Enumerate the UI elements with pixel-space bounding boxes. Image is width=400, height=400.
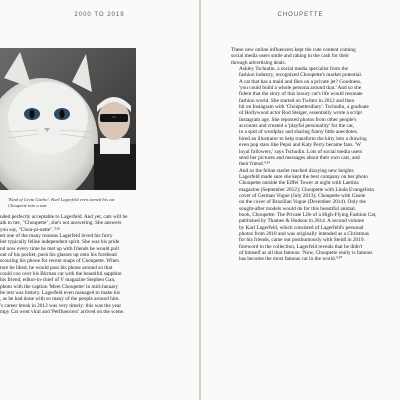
text-line: photos from 2018 and was originally intended as a Christmas — [239, 230, 369, 237]
text-line: mpy Cat went viral and 'Petfluencers' arrived on the scene. — [0, 309, 125, 316]
text-line: send her pictures and messages about their own cats, and — [239, 154, 360, 161]
text-line: he rest was history. Lagerfeld even managed to make his — [0, 290, 120, 297]
text-line: loyal followers,' says Tschudin. Lots of social media users — [239, 148, 363, 155]
text-line: magazine (September 2012); Choupette with Linda Evangelista — [239, 186, 374, 193]
text-line: Choupette outside the Eiffel Tower at night with Laetitia — [239, 180, 359, 187]
text-line: fashion world. She started on Twitter in 2012 and then — [239, 97, 355, 104]
text-line: hired an illustrator to help transform the kitty into a drawing — [239, 135, 367, 142]
running-head-right: CHOUPETTE — [277, 12, 324, 18]
left-body-text — [0, 214, 188, 316]
text-line: in a spot of wordplay and sharing funny little anecdotes. — [239, 129, 359, 136]
text-line: accounts and created a 'playful personality' for the cat, — [239, 123, 355, 130]
text-line: on the cover of Brazilian Vogue (December 2014). Only the — [239, 199, 366, 206]
paragraph — [231, 47, 400, 66]
text-line: fident that the story of this luxury cat's life would resonate — [239, 91, 363, 98]
text-line: alk to her, "Choupette", she's not answering. She answers — [0, 220, 122, 227]
text-line: Instagram age. She reposted photos from other people's — [239, 116, 357, 123]
text-line: fashion industry, recognized Choupette's market potential. — [239, 72, 363, 79]
text-line: social media users smile and raking in the cash for their — [231, 53, 349, 60]
text-line: of Hollywood actor Rod Steiger, essentially wrote a script — [239, 110, 362, 117]
text-line: his friend, editor-in-chief of V magazine Stephen Gan, — [0, 277, 116, 284]
text-line: by Karl Lagerfeld, which consisted of Lagerfeld's personal — [239, 224, 364, 231]
text-line: could coo over his Birman cat with the beautiful sapphire — [0, 271, 122, 278]
text-line: even pop stars like Pepsi and Katy Perry became fans. 'W — [239, 142, 362, 149]
paragraph — [231, 66, 400, 168]
text-line: book, Choupette: The Private Life of a High-Flying Fashion Cat, — [239, 211, 377, 218]
text-line: And so the feline starlet reached dizzying new heights — [239, 167, 354, 174]
left-body-paragraph — [0, 214, 188, 316]
photo-cat-and-man — [0, 48, 136, 190]
text-line: 's career break in 2012 was very timely: this was the year — [0, 302, 122, 309]
text-line: ett one of the many reasons Lagerfeld loved his furry — [0, 233, 113, 240]
text-line: ture he liked, he would pass his phone around so that — [0, 264, 113, 271]
text-line: cover of German Vogue (July 2013); Choupette with Gisele — [239, 192, 366, 199]
text-line: for his friends, came out posthumously with Steidl in 2019. — [239, 237, 365, 244]
text-line: photo with the caption 'Meet Choupette' in mid-January — [0, 283, 118, 290]
text-line: their friend.'¹²⁹ — [239, 161, 270, 168]
text-line: through advertising deals. — [231, 59, 286, 66]
text-line: of himself as all that famous: 'Now, Choupette really is famous — [239, 250, 373, 256]
text-line: 'you could build a whole persona around that.' And so she — [239, 85, 362, 92]
text-line: Lagerfeld made sure she kept the best company on her photo — [239, 173, 368, 180]
right-body-text — [231, 47, 400, 263]
text-line: , as he had done with so many of the people around him. — [0, 296, 120, 303]
text-line: sought-after models would do for this beautiful animal. — [239, 205, 357, 212]
text-line: These new online influencers kept the cute content coming — [231, 47, 356, 53]
text-line: nd now every time he met up with friends he would pull — [0, 245, 120, 252]
right-page — [201, 0, 400, 400]
running-head-left: 2000 TO 2019 — [74, 12, 125, 18]
text-line: out of his pocket, push his glasses up onto his forehead — [0, 252, 117, 259]
photo-illustration — [0, 48, 136, 190]
text-line: hit on Instagram with 'Choupettesdiary'. Tschudin, a graduate — [239, 104, 369, 111]
text-line: her typically feline independent spirit. She was his pride — [0, 239, 120, 246]
text-line: you say, "Chou-pi-nette".'¹²⁸ — [0, 226, 60, 233]
paragraph — [231, 168, 400, 263]
photo-caption: 'Kind of Greta Garbo': Karl Lagerfeld even turned his cat Choupette into a star. — [8, 197, 115, 208]
text-line: A cat that has a maid and flies on a private jet? Goodness, — [239, 78, 362, 85]
text-line: Ashley Tschudin, a social media specialist from the — [239, 66, 348, 73]
left-page — [0, 0, 199, 400]
text-line: scouring his phone for recent snaps of Choupette. When — [0, 258, 119, 265]
text-line: nded perfectly acceptable to Lagerfeld. And yet, cats will be — [0, 214, 128, 220]
text-line: has become the most famous cat in the world.'¹³⁰ — [239, 256, 343, 263]
text-line: foreword to the collection, Lagerfeld reveals that he didn't — [239, 243, 363, 250]
text-line: published by Thames & Hudson in 2014. A second volume — [239, 218, 364, 225]
